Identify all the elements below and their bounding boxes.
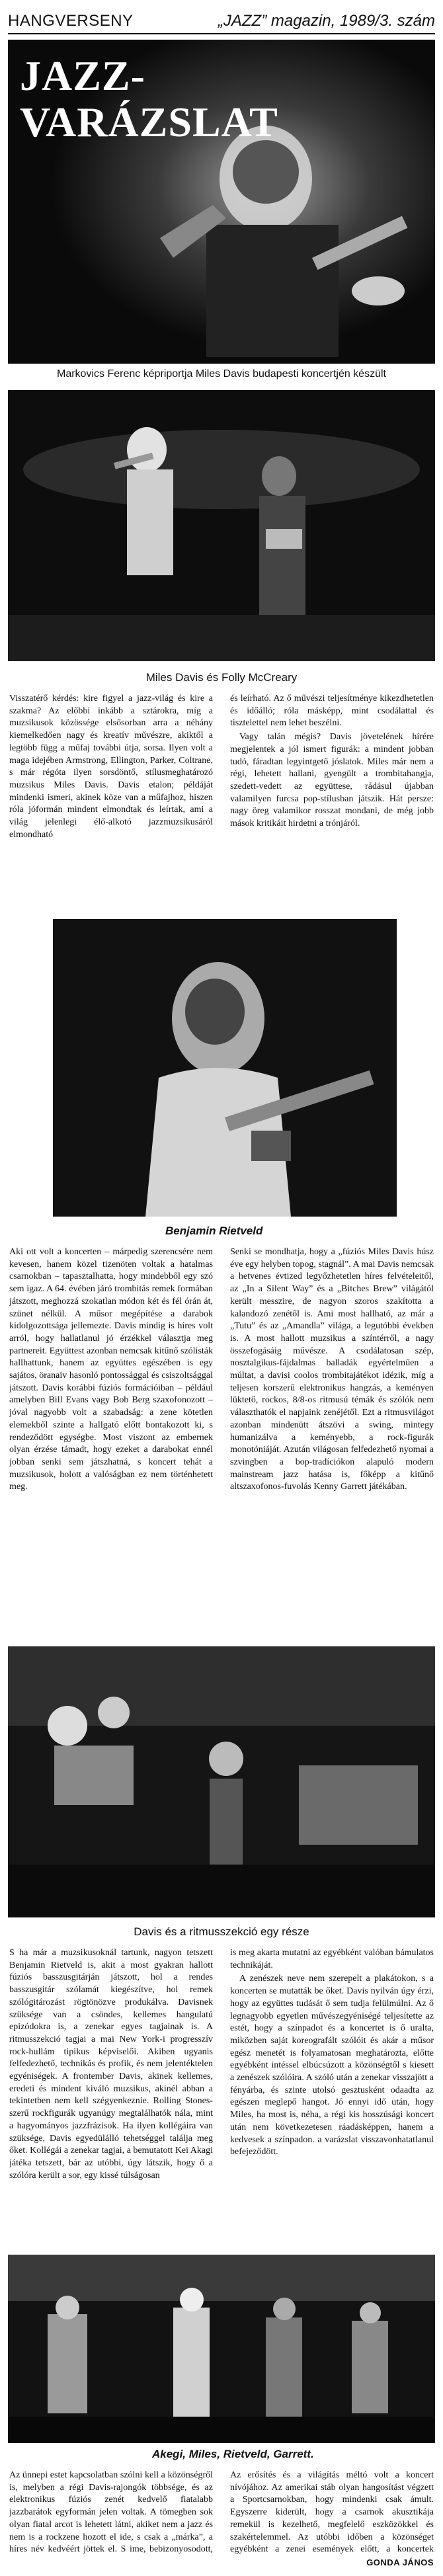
photo-rietveld <box>53 919 397 1217</box>
title-line-2: VARÁZSLAT <box>20 99 278 145</box>
photo-band <box>8 2255 435 2443</box>
article-column-2-right <box>230 1246 434 1636</box>
concert-photo-3 <box>53 919 397 1217</box>
article-column-3-left <box>9 1947 213 2248</box>
article-column-4-right <box>230 2470 434 2556</box>
section-name: HANGVERSENY <box>8 12 134 30</box>
author-signature: GONDA JÁNOS <box>366 2557 434 2567</box>
caption-photo-3: Benjamin Rietveld <box>165 1225 263 1237</box>
paragraph: Visszatérő kérdés: kire figyel a jazz-világ és kire a szakma? Az előbbi inkább a sztárokra, míg a muzsikusok közössége elsősorban arra a néhány kiemelkedően nagy és kreatív művészre, akiktől a legtöbb függ a műfaj további útja, sorsa. Ilyen volt a maga idejében Armstrong, Ellington, Parker, Coltrane, s már régóta ilyen sorsdöntő, stílusmeghatározó muzsikus Miles Davis. Davis etalon; példáját mindenki ismeri, akinek köze van a műfajhoz, hiszen róla jóformán mindent elmondtak és leírtak, ami a világ jelenlegi élő-alkotó jazzmuzsikusáról elmondható <box>9 694 213 840</box>
article-title <box>20 53 278 145</box>
photo-davis-mccreary <box>8 390 435 661</box>
paragraph: Az erősítés és a világítás méltó volt a koncert nívójához. Az amerikai stáb olyan hangosítást végzett a Sportcsarnokban, hogy mindenki csak ámult. Egyszerre kiderült, hogy a csarnok akusztikája remekül is kezelhető, megfelelő eszközökkel és szakértelemmel. Az utóbbi időben a közönséget egyébként a zenei események előtt, a koncertek <box>230 2470 434 2555</box>
article-column-2-left <box>9 1246 213 1636</box>
paragraph: is meg akarta mutatni az egyébként valóban bámulatos technikáját. <box>230 1948 434 1970</box>
paragraph: A zenészek neve nem szerepelt a plakátokon, s a koncerten se mutatták be őket. Davis nyilván úgy érzi, hogy az együttes tudását ő sem tudja felülmúlni. Az ő legnagyobb egyetlen művészegyéniségé teljesítette az estét, hogy a színpadot és a koncertet is ő uralta, miközben saját koreografált szólóit és akár a műsor egész menetét is folyamatosan meghatározta, előtte egyébként intéssel elbúcsúzott a közönségtől s kiesett a zenészek szólóira. A szóló után a zenekar visszajött a fényárba, és szinte utolsó gesztusként odaadta az egészen meglepő hangot. Jó ennyi idő után, hogy Miles, ha most is, néha, a régi kis hosszúsági koncert után nem következetesen ráadásképpen, hanem a kedvesek a színpadon. a varázslat visszavonhatatlanul befejeződött. <box>230 1974 434 2157</box>
paragraph: S ha már a muzsikusoknál tartunk, nagyon tetszett Benjamin Rietveld is, akit a most gyakran hallott fúziós basszusgitárján játszott, hol a rendes basszusgitár szólamát kiegészítve, hol remek szólógitározást rögtönözve produkálva. Davisnek szüksége van a csöndes, kellemes hangulatú epizódokra is, a zenekar egyes tagjainak is. A ritmusszekció tagjai a mai New York-i progresszív rock-hullám tipikus képviselői. Akiben ugyanis felfedezhető, technikás és profik, és nem jelentéktelen egyéniségek. A frontember Davis, akinek kellemes, eredeti és mindent kiváló muzsikus, akinél abban a tekintetben nem kell szégyenkeznie. Rolling Stones-szerű rockfigurák ugyanúgy megtalálhatók nála, mint a hagyományos jazzfrázisok. Ha ilyen kollégáira van szüksége, Davis egyedülálló tehetséggel találja meg őket. Kollégái a zenekar tagjai, a bemutatott Kei Akagi játéka tetszett, bár az utóbbi, úgy látszik, hogy ő a szólóra került a sor, egy kissé túlságosan <box>9 1948 213 2181</box>
page-header <box>8 4 435 34</box>
article-column-1-right <box>230 693 434 911</box>
title-line-1: JAZZ- <box>20 52 145 99</box>
photo-rhythm-section <box>8 1646 435 1917</box>
article-column-3-right <box>230 1947 434 2248</box>
paragraph: Aki ott volt a koncerten – márpedig szerencsére nem kevesen, hanem közel tizenöten voltak a hatalmas csarnokban – tapasztalhatta, hogy mindebből egy szó sem igaz. A 64. évében járó trombitás remek formában játszott, meghozzá szokatlan módon két és fél órán át, szünet nélkül. A műsor megépítése a darabok kidolgozottsága jellemezte. Davis mindig is híres volt arról, hogy hallatlanul jó érzékkel választja meg partnereit. Együttest azonban nemcsak kitűnő szólisták hallhattunk, hanem az együttes egészében is egy sajátos, öranaiv hasonló pontossággal és csiszoltsággal játszott. Davis korábbi fúziós formációiban – például amelyben Bill Evans vagy Bob Berg szaxofonozott – jóval nagyobb volt a szabadság: a zene kötetlen elemekből szinte a hallgató előtt bontakozott ki, s rendeződött egységbe. Most viszont az embernek olyan érzése támadt, hogy ezeket a darabokat ennél jobban senki sem játszhatná, s koncert tehát a muzsikusok, holott a valóságban ez nem történhetett meg. <box>9 1247 213 1492</box>
article-column-1-left <box>9 693 213 911</box>
caption-photo-2: Miles Davis és Folly McCreary <box>145 671 298 684</box>
concert-photo-2 <box>8 390 435 661</box>
caption-photo-5: Akegi, Miles, Rietveld, Garrett. <box>152 2448 314 2460</box>
article-column-4-left <box>9 2470 213 2556</box>
photo-credit: Markovics Ferenc képriportja Miles Davis budapesti koncertjén készült <box>57 368 386 380</box>
concert-photo-5 <box>8 2255 435 2443</box>
issue-label: „JAZZ” magazin, 1989/3. szám <box>218 12 435 30</box>
paragraph: és leírható. Az ő művészi teljesítménye kikezdhetetlen és időálló; róla másképp, mint csodálattal és tisztelettel nem lehet beszélni. <box>230 694 434 729</box>
paragraph: Vagy talán mégis? Davis jövetelének hírére megjelentek a jól ismert figurák: a mindent jobban tudó, fáradtan legyintgető jóslatok. Miles már nem a régi, lehetett hallani, gyengült a trombitahangja, szedett-vedett az együttese, rádásul újabban valamilyen furcsa pop-stílusban játszik. Hát persze: nagy öreg valamikor rosszat mondani, de még jobb mások kritikáit hirdetni a trónjáról. <box>230 732 434 829</box>
paragraph: Senki se mondhatja, hogy a „fúziós Miles Davis húsz éve egy helyben topog, stagnál”. A mai Davis nemcsak a hetvenes évtized legyőzhetetlen híres felvételeitől, az „In a Silent Way” és a „Bitches Brew” világától került messzire, de nagyon szoros szakította a kalandozó zenétől is. Ami most hallható, az már a „Tutu” és az „Amandla” világa, a legutóbbi években is. A most hallott muzsikus a színtérről, a nagy összefogásáig művésze. A csodálatosan szép, nosztalgikus-fájdalmas balladák egyértelműen a múltat, a davisi coolos trombitajátékot idézik, míg a teljesen korszerű elektronikus hangzás, a keményen lüktető, rockos, 8/8-os ritmusú témák és szólók nem választhatók el napjaink zenéjétől. Ezt a ritmusvilágot azonban mindenütt átszövi a swing, mintegy humanizálva a keményebb, a rock-figurák monotóniáját. Azután világosan felfedezhető nyomai a szvingben a bop-tradíciókon alapuló modern mainstream jazz hatása is, főképp a kitűnő altszaxofonos-fuvolás Kenny Garrett játékában. <box>230 1247 434 1492</box>
concert-photo-4 <box>8 1646 435 1917</box>
caption-photo-4: Davis és a ritmusszekció egy része <box>134 1925 309 1938</box>
paragraph: Az ünnepi estet kapcsolatban szólni kell a közönségről is, melyben a régi Davis-rajongók többsége, és az elektronikus fúziós zenét kedvelő fiatalabb jazzbarátok egyformán jelen voltak. A tömegben sok olyan fiatal arcot is lehetett látni, akiket nem a jazz és nem is a rockzene hozott el ide, s csak a „márka”, a híres név kedvéért jöttek el. S ime, bebizonyosodott, <box>9 2470 213 2555</box>
